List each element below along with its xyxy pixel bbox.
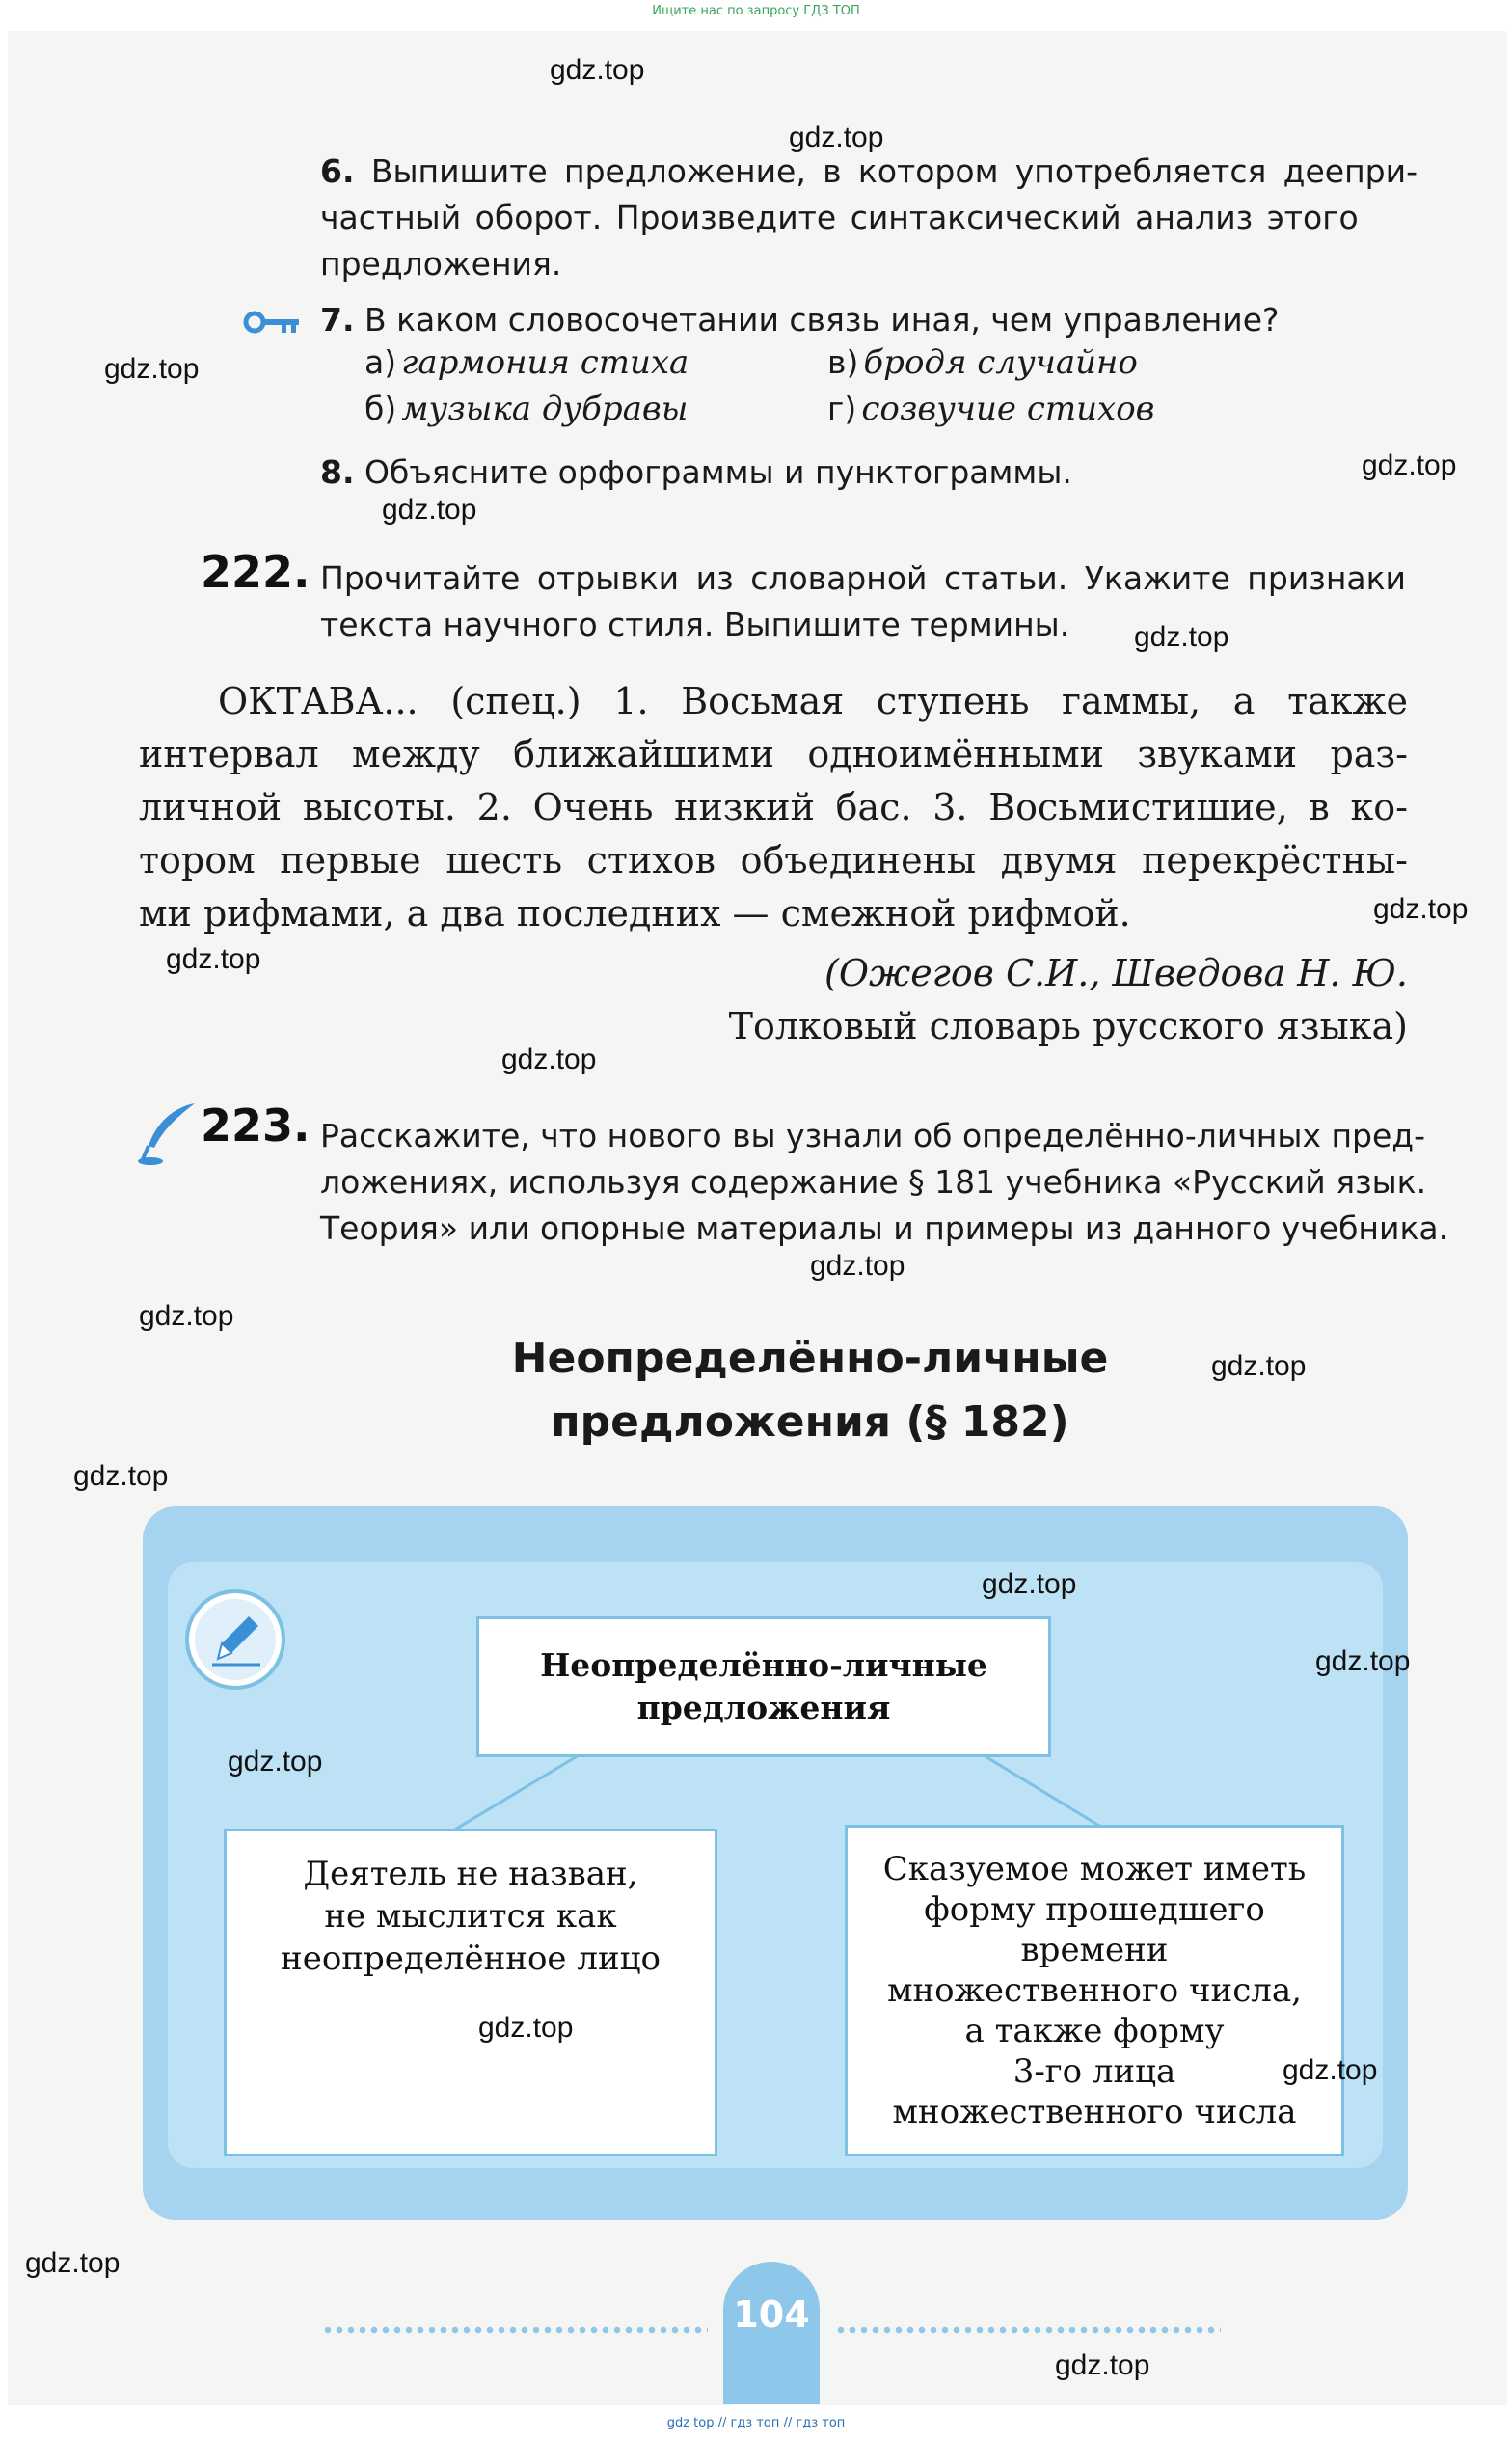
dotted-rule-left	[322, 2326, 708, 2334]
watermark: gdz.top	[810, 1250, 905, 1282]
page-number: 104	[723, 2262, 820, 2404]
watermark: gdz.top	[104, 353, 200, 385]
watermark: gdz.top	[139, 1300, 234, 1332]
watermark: gdz.top	[1211, 1350, 1307, 1382]
watermark: gdz.top	[1362, 449, 1457, 481]
option-b: б) музыка дубравы	[364, 390, 688, 428]
exercise-222-task: Прочитайте отрывки из словарной статьи. Укажите признаки текста научного стиля. Выпишите термины.	[320, 559, 1406, 643]
diagram-right-box: Сказуемое может иметь форму прошедшего времени множественного числа, а также форму 3-го лица множественного числа	[845, 1825, 1344, 2156]
watermark: gdz.top	[982, 1568, 1077, 1600]
question-text: Объясните орфограммы и пунктограммы.	[364, 453, 1072, 491]
dictionary-entry: ОКТАВА... (спец.) 1. Восьмая ступень гаммы, а также интервал между ближайшими одноимёнными звуками раз- личной высоты. 2. Очень низкий бас. 3. Восьмистишие, в ко- тором первые шесть стихов объединены двумя перекрёстны- ми рифмами, а два последних — смежной рифмой.	[139, 680, 1408, 935]
exercise-number: 222.	[201, 546, 310, 598]
watermark: gdz.top	[1315, 1645, 1411, 1677]
question-text-line2: частный оборот. Произведите синтаксический анализ этого	[320, 199, 1359, 236]
question-text: В каком словосочетании связь иная, чем управление?	[364, 301, 1280, 339]
exercise-number: 223.	[201, 1099, 310, 1152]
dotted-rule-right	[835, 2326, 1221, 2334]
watermark: gdz.top	[1373, 893, 1469, 925]
watermark: gdz.top	[1282, 2054, 1378, 2086]
section-title: Неопределённо-личные предложения (§ 182)	[511, 1334, 1109, 1447]
question-number: 8.	[320, 453, 355, 491]
source-authors: (Ожегов С.И., Шведова Н. Ю.	[824, 952, 1408, 994]
question-text: Выпишите предложение, в котором употребляется деепри-	[370, 152, 1418, 190]
watermark: gdz.top	[382, 494, 477, 526]
question-text-line3: предложения.	[320, 245, 562, 283]
option-v: в) бродя случайно	[827, 343, 1138, 382]
question-number: 7.	[320, 301, 355, 339]
question-number: 6.	[320, 152, 355, 190]
watermark: gdz.top	[501, 1044, 597, 1075]
exercise-223-task: Расскажите, что нового вы узнали об определённо-личных пред- ложениях, используя содержание § 181 учебника «Русский язык. Теория» или опорные материалы и примеры из данного учебника.	[320, 1117, 1449, 1247]
watermark: gdz.top	[550, 54, 645, 86]
watermark: gdz.top	[166, 943, 261, 975]
watermark: gdz.top	[1134, 621, 1229, 653]
watermark: gdz.top	[789, 122, 884, 153]
watermark: gdz.top	[25, 2247, 121, 2279]
diagram-left-box: Деятель не назван, не мыслится как неопределённое лицо	[224, 1829, 717, 2156]
watermark: gdz.top	[478, 2012, 574, 2044]
option-a: а) гармония стиха	[364, 343, 689, 382]
diagram-top-box: Неопределённо-личные предложения	[476, 1616, 1051, 1757]
watermark: gdz.top	[1055, 2349, 1150, 2381]
watermark: gdz.top	[73, 1460, 169, 1492]
watermark: gdz.top	[228, 1746, 323, 1777]
source-title: Толковый словарь русского языка)	[728, 1005, 1408, 1047]
option-g: г) созвучие стихов	[827, 390, 1155, 428]
bottom-banner[interactable]: gdz top // гдз топ // гдз топ	[666, 2416, 846, 2430]
top-banner[interactable]: Ищите нас по запросу ГДЗ ТОП	[652, 4, 860, 18]
